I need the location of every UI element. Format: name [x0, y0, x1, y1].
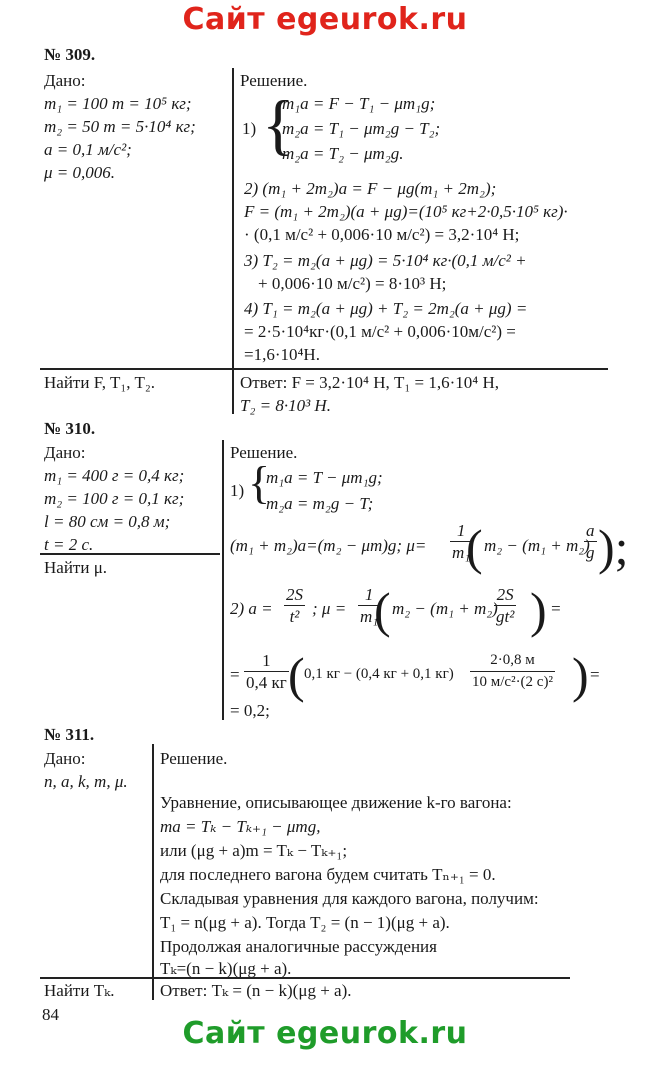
p310-given-2: m₂ = 100 г = 0,1 кг; [44, 489, 185, 508]
p309-given-2: m₂ = 50 т = 5·10⁴ кг; [44, 117, 196, 136]
p310-paren-close: ); [598, 519, 629, 575]
p310-line3-mid2: m₂ − (m₁ + m₂) [392, 599, 498, 618]
fraction-denominator: gt² [496, 607, 515, 626]
p310-given-3: l = 80 см = 0,8 м; [44, 512, 171, 531]
p309-line-8: =1,6·10⁴Н. [244, 345, 320, 364]
p309-line-7: = 2·5·10⁴кг·(0,1 м/с² + 0,006·10м/с²) = [244, 322, 516, 341]
p311-line-8: Tₖ=(n − k)(μg + a). [160, 959, 292, 978]
fraction-denominator: 0,4 кг [246, 673, 287, 692]
p310-fraction-big [470, 650, 555, 693]
page-number: 84 [42, 1005, 59, 1024]
fraction-numerator: 2S [286, 585, 303, 604]
fraction-numerator: 1 [450, 520, 472, 542]
problem-309-number: № 309. [44, 45, 96, 64]
p309-system-brace: { [262, 86, 295, 162]
p310-line3-left: 2) a = [230, 599, 273, 618]
fraction-denominator: t² [289, 607, 300, 626]
problem-311-number: № 311. [44, 725, 95, 744]
p310-system-1: m₁a = T − μm₁g; [266, 468, 383, 487]
p309-line-1: 2) (m₁ + 2m₂)a = F − μg(m₁ + 2m₂); [244, 179, 497, 198]
p310-line2-left: (m₁ + m₂)a=(m₂ − μm)g; μ= [230, 536, 427, 555]
p311-given: n, a, k, m, μ. [44, 772, 128, 791]
fraction-numerator: a [586, 521, 595, 540]
site-header-watermark[interactable]: Сайт egeurok.ru [182, 2, 468, 37]
p309-answer-2: T₂ = 8·10³ Н. [240, 396, 331, 415]
p310-system-brace: { [248, 457, 271, 508]
p311-line-4: для последнего вагона будем считать Tₙ₊₁ = 0. [160, 865, 496, 884]
p310-solution-label: Решение. [230, 443, 298, 462]
p309-system-3: m₂a = T₂ − μm₂g. [282, 144, 404, 163]
p309-system-label: 1) [242, 119, 257, 138]
p309-find-divider [40, 368, 608, 370]
p311-answer: Ответ: Tₖ = (n − k)(μg + a). [160, 981, 352, 1000]
fraction-denominator: 10 м/с²·(2 с)² [472, 674, 553, 690]
p309-line-2: F = (m₁ + 2m₂)(a + μg)=(10⁵ кг+2·0,5·10⁵ кг)· [244, 202, 568, 221]
p311-solution-label: Решение. [160, 749, 228, 768]
p310-fraction-2s-over-gt2 [494, 584, 516, 627]
fraction-numerator: 2·0,8 м [470, 650, 555, 672]
p310-fraction-2s-over-t2 [284, 584, 305, 627]
p309-divider-vertical [232, 68, 234, 368]
fraction-numerator: 1 [244, 650, 289, 672]
p310-system-label: 1) [230, 481, 245, 500]
p310-line2-mid: m₂ − (m₁ + m₂) [484, 536, 590, 555]
p311-line-5: Складывая уравнения для каждого вагона, получим: [160, 889, 539, 908]
site-footer-watermark[interactable]: Сайт egeurok.ru [182, 1016, 468, 1051]
fraction-denominator: m₁ [360, 607, 379, 626]
p310-line4-end: = [590, 665, 600, 684]
p310-fraction-a-over-g [584, 520, 597, 563]
fraction-denominator: g [586, 543, 595, 562]
p309-given-3: a = 0,1 м/с²; [44, 140, 132, 159]
p310-line3-mid: ; μ = [312, 599, 347, 618]
p309-given-label: Дано: [44, 71, 86, 90]
p311-divider-vertical [152, 744, 154, 1000]
p310-paren-close-3: ) [572, 647, 589, 703]
p309-system-1: m₁a = F − T₁ − μm₁g; [282, 94, 436, 113]
p310-paren-open-3: ( [288, 647, 305, 703]
p310-paren-open-2: ( [374, 582, 391, 638]
p311-find: Найти Tₖ. [44, 981, 115, 1000]
p309-system-2: m₂a = T₁ − μm₂g − T₂; [282, 119, 441, 138]
p310-divider-vertical [222, 440, 224, 720]
p310-result: = 0,2; [230, 701, 270, 720]
p310-system-2: m₂a = m₂g − T; [266, 494, 374, 513]
p310-line4-eq: = [230, 665, 240, 684]
p310-fraction-1-over-04kg [244, 650, 289, 693]
p310-line3-end: = [550, 599, 562, 618]
p309-solution-label: Решение. [240, 71, 308, 90]
p311-line-3: или (μg + a)m = Tₖ − Tₖ₊₁; [160, 841, 348, 860]
p309-line-4: 3) T₂ = m₂(a + μg) = 5·10⁴ кг·(0,1 м/с² + [244, 251, 527, 270]
p309-answer-1: Ответ: F = 3,2·10⁴ Н, T₁ = 1,6·10⁴ Н, [240, 373, 500, 392]
p311-line-2: ma = Tₖ − Tₖ₊₁ − μmg, [160, 817, 321, 836]
p310-paren-close-2: ) [530, 582, 547, 638]
p309-line-6: 4) T₁ = m₂(a + μg) + T₂ = 2m₂(a + μg) = [244, 299, 528, 318]
p310-line4-mid: 0,1 кг − (0,4 кг + 0,1 кг) [304, 666, 454, 682]
p309-given-4: μ = 0,006. [44, 163, 116, 182]
p310-given-label: Дано: [44, 443, 86, 462]
p309-line-5: + 0,006·10 м/с²) = 8·10³ Н; [258, 274, 447, 293]
p310-find: Найти μ. [44, 558, 108, 577]
fraction-numerator: 2S [494, 584, 516, 606]
p309-line-3: · (0,1 м/с² + 0,006·10 м/с²) = 3,2·10⁴ Н; [244, 225, 520, 244]
fraction-numerator: 1 [358, 584, 380, 606]
p309-divider-vertical-answer [232, 370, 234, 414]
p311-line-1: Уравнение, описывающее движение k-го вагона: [160, 793, 512, 812]
fraction-denominator: m₁ [452, 543, 471, 562]
p311-line-7: Продолжая аналогичные рассуждения [160, 937, 437, 956]
p310-given-4: t = 2 с. [44, 535, 94, 554]
p309-find: Найти F, T₁, T₂. [44, 373, 156, 392]
p310-paren-open: ( [466, 519, 483, 575]
p310-find-divider [40, 553, 220, 555]
p311-find-divider [40, 977, 570, 979]
p311-line-6: T₁ = n(μg + a). Тогда T₂ = (n − 1)(μg + a). [160, 913, 450, 932]
problem-310-number: № 310. [44, 419, 96, 438]
p311-given-label: Дано: [44, 749, 86, 768]
p310-given-1: m₁ = 400 г = 0,4 кг; [44, 466, 185, 485]
p309-given-1: m₁ = 100 т = 10⁵ кг; [44, 94, 192, 113]
